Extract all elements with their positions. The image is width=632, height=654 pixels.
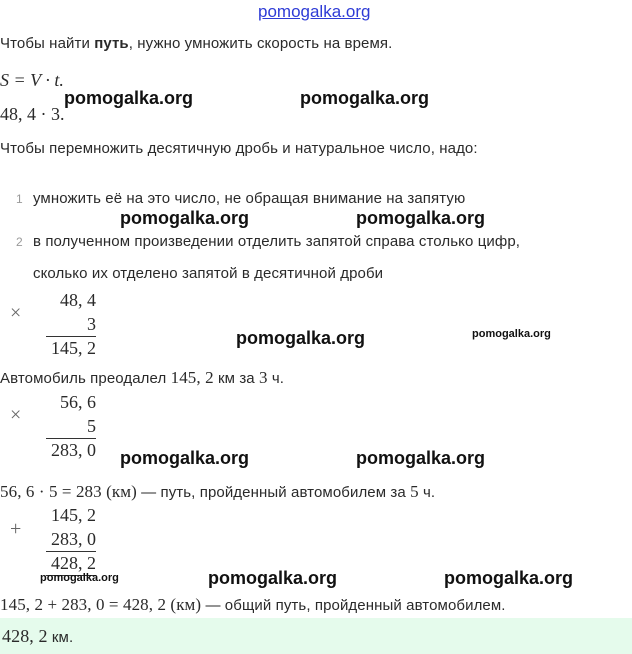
step-text-continued: сколько их отделено запятой в десятичной дроби — [33, 265, 384, 282]
intro-before: Чтобы найти — [0, 35, 95, 52]
watermark-small: pomogalka.org — [472, 328, 551, 340]
step-text: в полученном произведении отделить запятой справа столько цифр, — [33, 233, 521, 250]
sentence2-math: 56, 6 · 5 = 283 — [0, 482, 102, 501]
plus-operator: + — [10, 518, 22, 540]
calc3-result: 428, 2 — [51, 553, 96, 573]
answer-unit: км. — [47, 629, 74, 646]
intro-after: , нужно умножить скорость на время. — [128, 35, 393, 52]
formula: S = V · t. — [0, 70, 64, 90]
sentence1-middle: км за — [213, 370, 260, 387]
expression: 48, 4 · 3. — [0, 104, 65, 124]
watermark: pomogalka.org — [444, 568, 574, 588]
answer-value: 428, 2 — [2, 626, 48, 646]
calc1-top: 48, 4 — [60, 290, 96, 310]
calc3-middle: 283, 0 — [51, 529, 96, 549]
multiply-operator: × — [10, 302, 22, 324]
sentence1 — [0, 368, 284, 388]
step-number: 1 — [16, 192, 23, 206]
watermark: pomogalka.org — [356, 448, 486, 468]
watermark: pomogalka.org — [356, 208, 486, 228]
watermark: pomogalka.org — [300, 88, 430, 108]
answer — [2, 626, 73, 647]
calc1-bottom: 3 — [87, 314, 96, 334]
watermark: pomogalka.org — [208, 568, 338, 588]
step-number: 2 — [16, 235, 23, 249]
rule-intro: Чтобы перемножить десятичную дробь и натуральное число, надо: — [0, 140, 478, 157]
sentence2-unit: (км) — [101, 482, 137, 501]
sentence3-text: — общий путь, пройденный автомобилем. — [201, 597, 506, 614]
intro-bold: путь — [94, 35, 129, 52]
sentence2-text: — путь, пройденный автомобилем за — [136, 484, 411, 501]
watermark: pomogalka.org — [236, 328, 366, 348]
watermark: pomogalka.org — [120, 208, 250, 228]
sentence3 — [0, 595, 506, 615]
calc2-result: 283, 0 — [51, 440, 96, 460]
calc2-bottom: 5 — [87, 416, 96, 436]
sentence1-value1: 145, 2 — [170, 368, 214, 387]
calc2-line — [46, 438, 96, 439]
sentence3-math: 145, 2 + 283, 0 = 428, 2 — [0, 595, 167, 614]
sentence2 — [0, 482, 435, 502]
watermark: pomogalka.org — [64, 88, 194, 108]
calc2-top: 56, 6 — [60, 392, 96, 412]
calc1-result: 145, 2 — [51, 338, 96, 358]
watermark-top[interactable]: pomogalka.org — [258, 2, 371, 21]
sentence1-before: Автомобиль преодалел — [0, 370, 171, 387]
calc1-line — [46, 336, 96, 337]
watermark: pomogalka.org — [120, 448, 250, 468]
sentence1-value2: 3 — [259, 368, 268, 387]
calc3-line — [46, 551, 96, 552]
multiply-operator: × — [10, 404, 22, 426]
sentence3-unit: (км) — [166, 595, 202, 614]
calc3-top: 145, 2 — [51, 505, 96, 525]
watermark-small: pomogalka.org — [40, 572, 119, 584]
sentence2-after: ч. — [418, 484, 436, 501]
sentence1-after: ч. — [267, 370, 285, 387]
intro-text — [0, 35, 392, 52]
sentence2-value: 5 — [410, 482, 419, 501]
step-text: умножить её на это число, не обращая внимание на запятую — [33, 190, 466, 207]
answer-box — [0, 618, 632, 654]
